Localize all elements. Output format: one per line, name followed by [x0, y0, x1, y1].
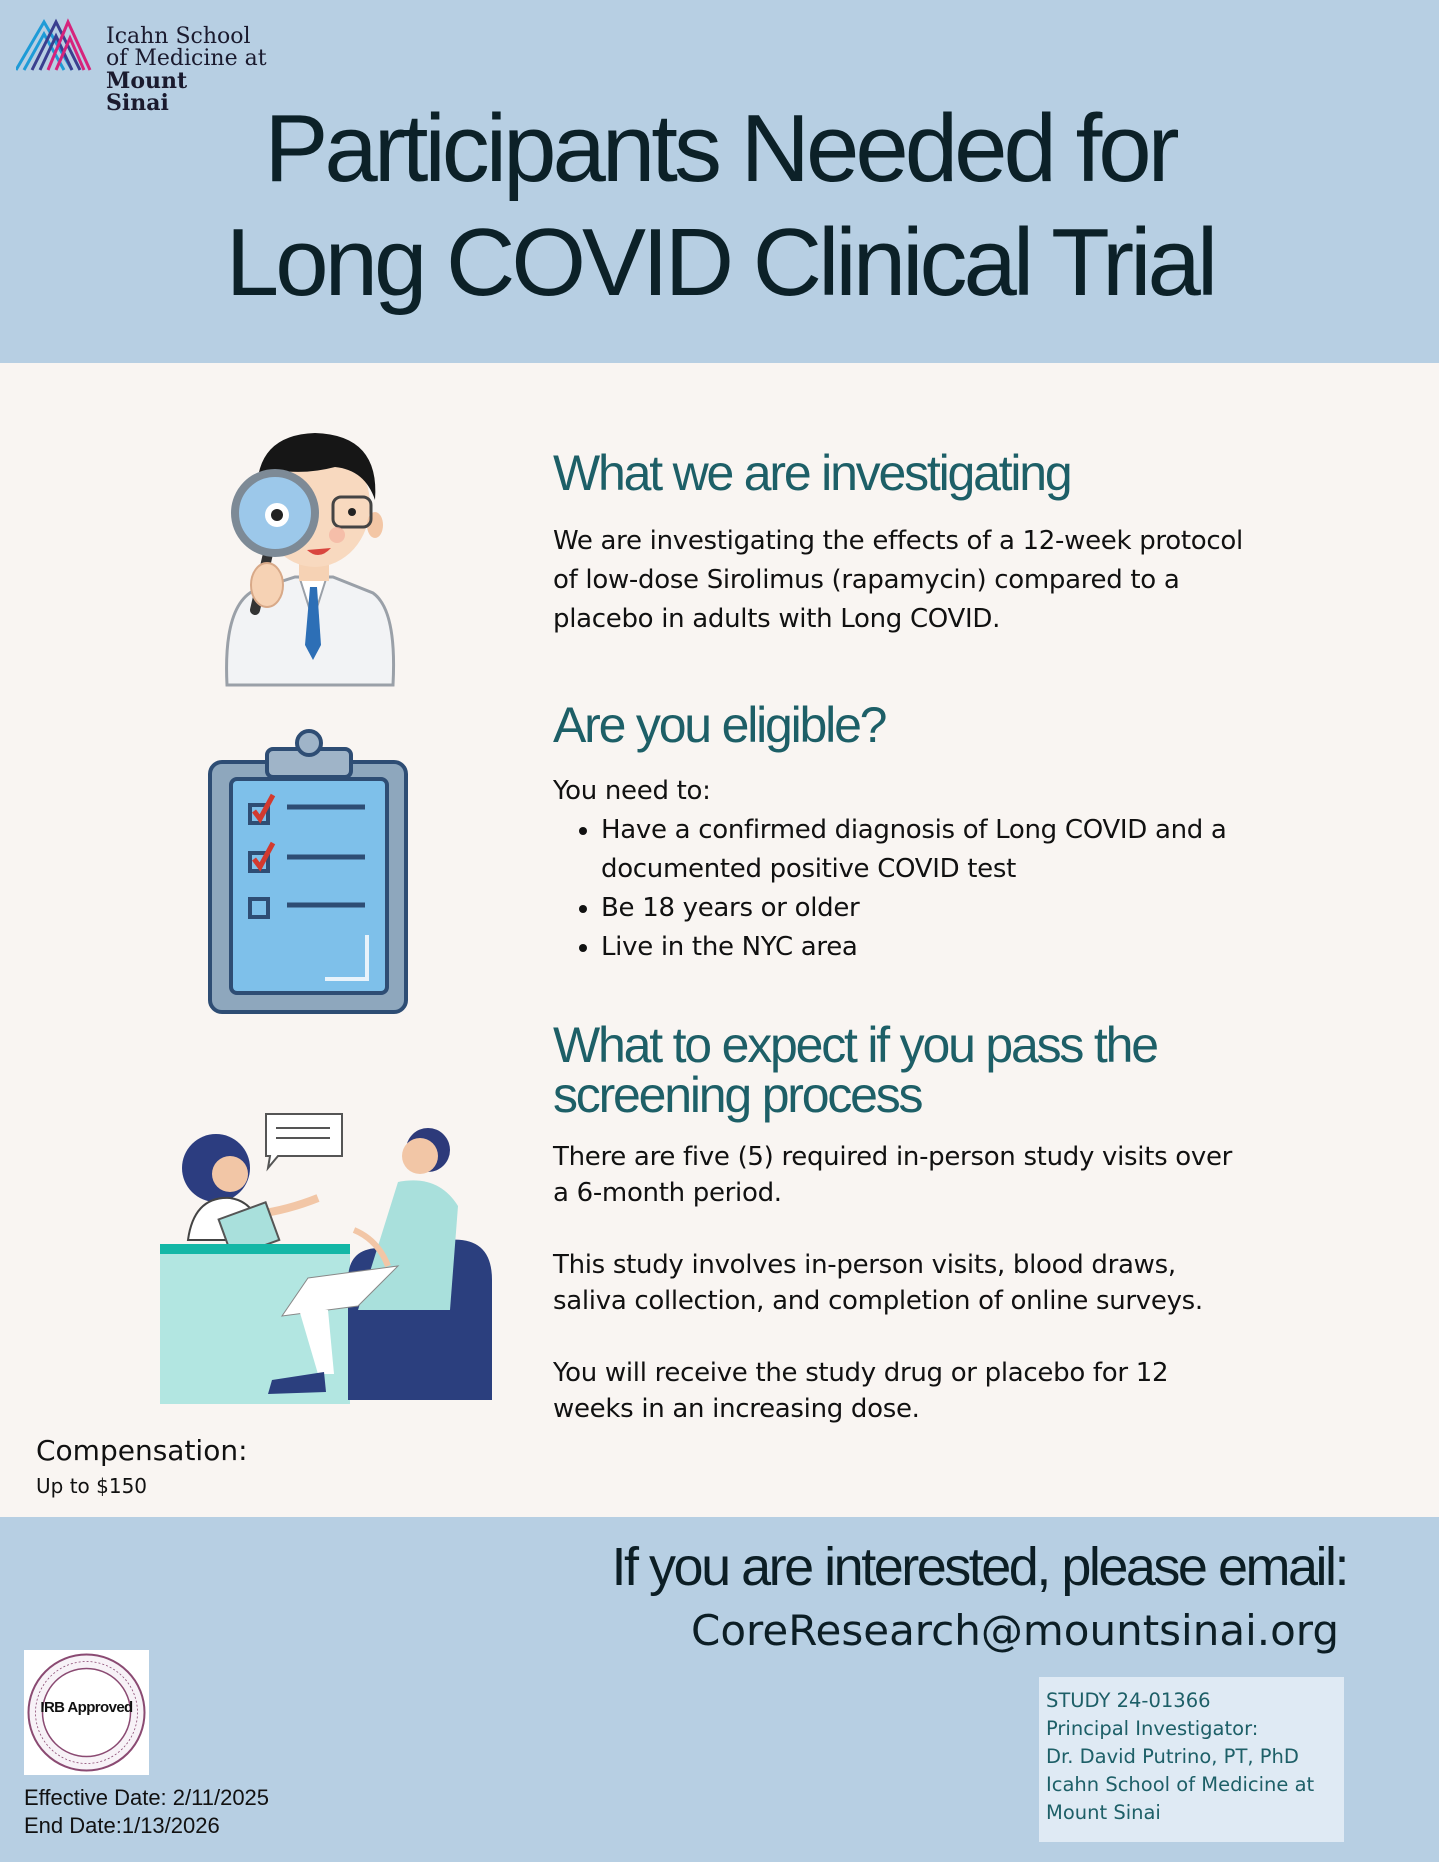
institution-line: Icahn School of Medicine at [1046, 1773, 1315, 1796]
study-id: STUDY 24-01366 [1046, 1689, 1211, 1712]
logo-line: Icahn School [106, 24, 251, 49]
expect-body [553, 1139, 1253, 1427]
title-line: Long COVID Clinical Trial [225, 209, 1215, 316]
page-title [150, 92, 1290, 320]
approval-dates [24, 1784, 269, 1840]
logo-line: of Medicine at [106, 46, 267, 71]
expect-paragraph: This study involves in-person visits, blood draws, saliva collection, and completion of online surveys. [553, 1250, 1203, 1316]
doctor-patient-consultation-icon [158, 1110, 494, 1406]
eligibility-list [553, 811, 1253, 967]
irb-approved-text: IRB Approved [40, 1699, 133, 1716]
compensation-label: Compensation: [36, 1434, 248, 1467]
list-item: • Have a confirmed diagnosis of Long COVID and a documented positive COVID test [601, 811, 1253, 889]
logo-line: Sinai [106, 90, 169, 116]
clipboard-checklist-icon [207, 727, 411, 1015]
heading-line: What to expect if you pass the [553, 1017, 1157, 1073]
section-heading-expect [553, 1017, 1157, 1123]
logo-line: Mount [106, 68, 188, 94]
logo-mark-icon [16, 16, 106, 76]
irb-approved-seal [24, 1650, 149, 1775]
heading-line: screening process [553, 1067, 922, 1123]
header-banner [0, 0, 1439, 363]
institution-line: Mount Sinai [1046, 1801, 1161, 1824]
contact-email-link[interactable]: CoreResearch@mountsinai.org [691, 1606, 1339, 1655]
list-item: • Live in the NYC area [601, 928, 1253, 967]
eligibility-intro: You need to: [553, 776, 711, 806]
scientist-magnifier-icon [215, 415, 405, 695]
pi-label: Principal Investigator: [1046, 1717, 1259, 1740]
contact-heading: If you are interested, please email: [611, 1537, 1347, 1597]
investigating-text: We are investigating the effects of a 12-week protocol of low-dose Sirolimus (rapamycin) compared to a placebo in adults with Long COVID. [553, 526, 1243, 634]
expect-paragraph: You will receive the study drug or placebo for 12 weeks in an increasing dose. [553, 1358, 1169, 1424]
end-date: End Date:1/13/2026 [24, 1813, 220, 1838]
expect-paragraph: There are five (5) required in-person study visits over a 6-month period. [553, 1142, 1233, 1208]
compensation-value: Up to $150 [36, 1474, 148, 1498]
section-heading-investigating: What we are investigating [553, 445, 1071, 501]
eligibility-body [553, 772, 1253, 967]
section-heading-eligible: Are you eligible? [553, 697, 886, 753]
list-item: • Be 18 years or older [601, 889, 1253, 928]
investigating-body [553, 522, 1253, 639]
study-info-box [1039, 1677, 1344, 1842]
title-line: Participants Needed for [264, 95, 1176, 202]
effective-date: Effective Date: 2/11/2025 [24, 1785, 270, 1810]
pi-name: Dr. David Putrino, PT, PhD [1046, 1745, 1299, 1768]
